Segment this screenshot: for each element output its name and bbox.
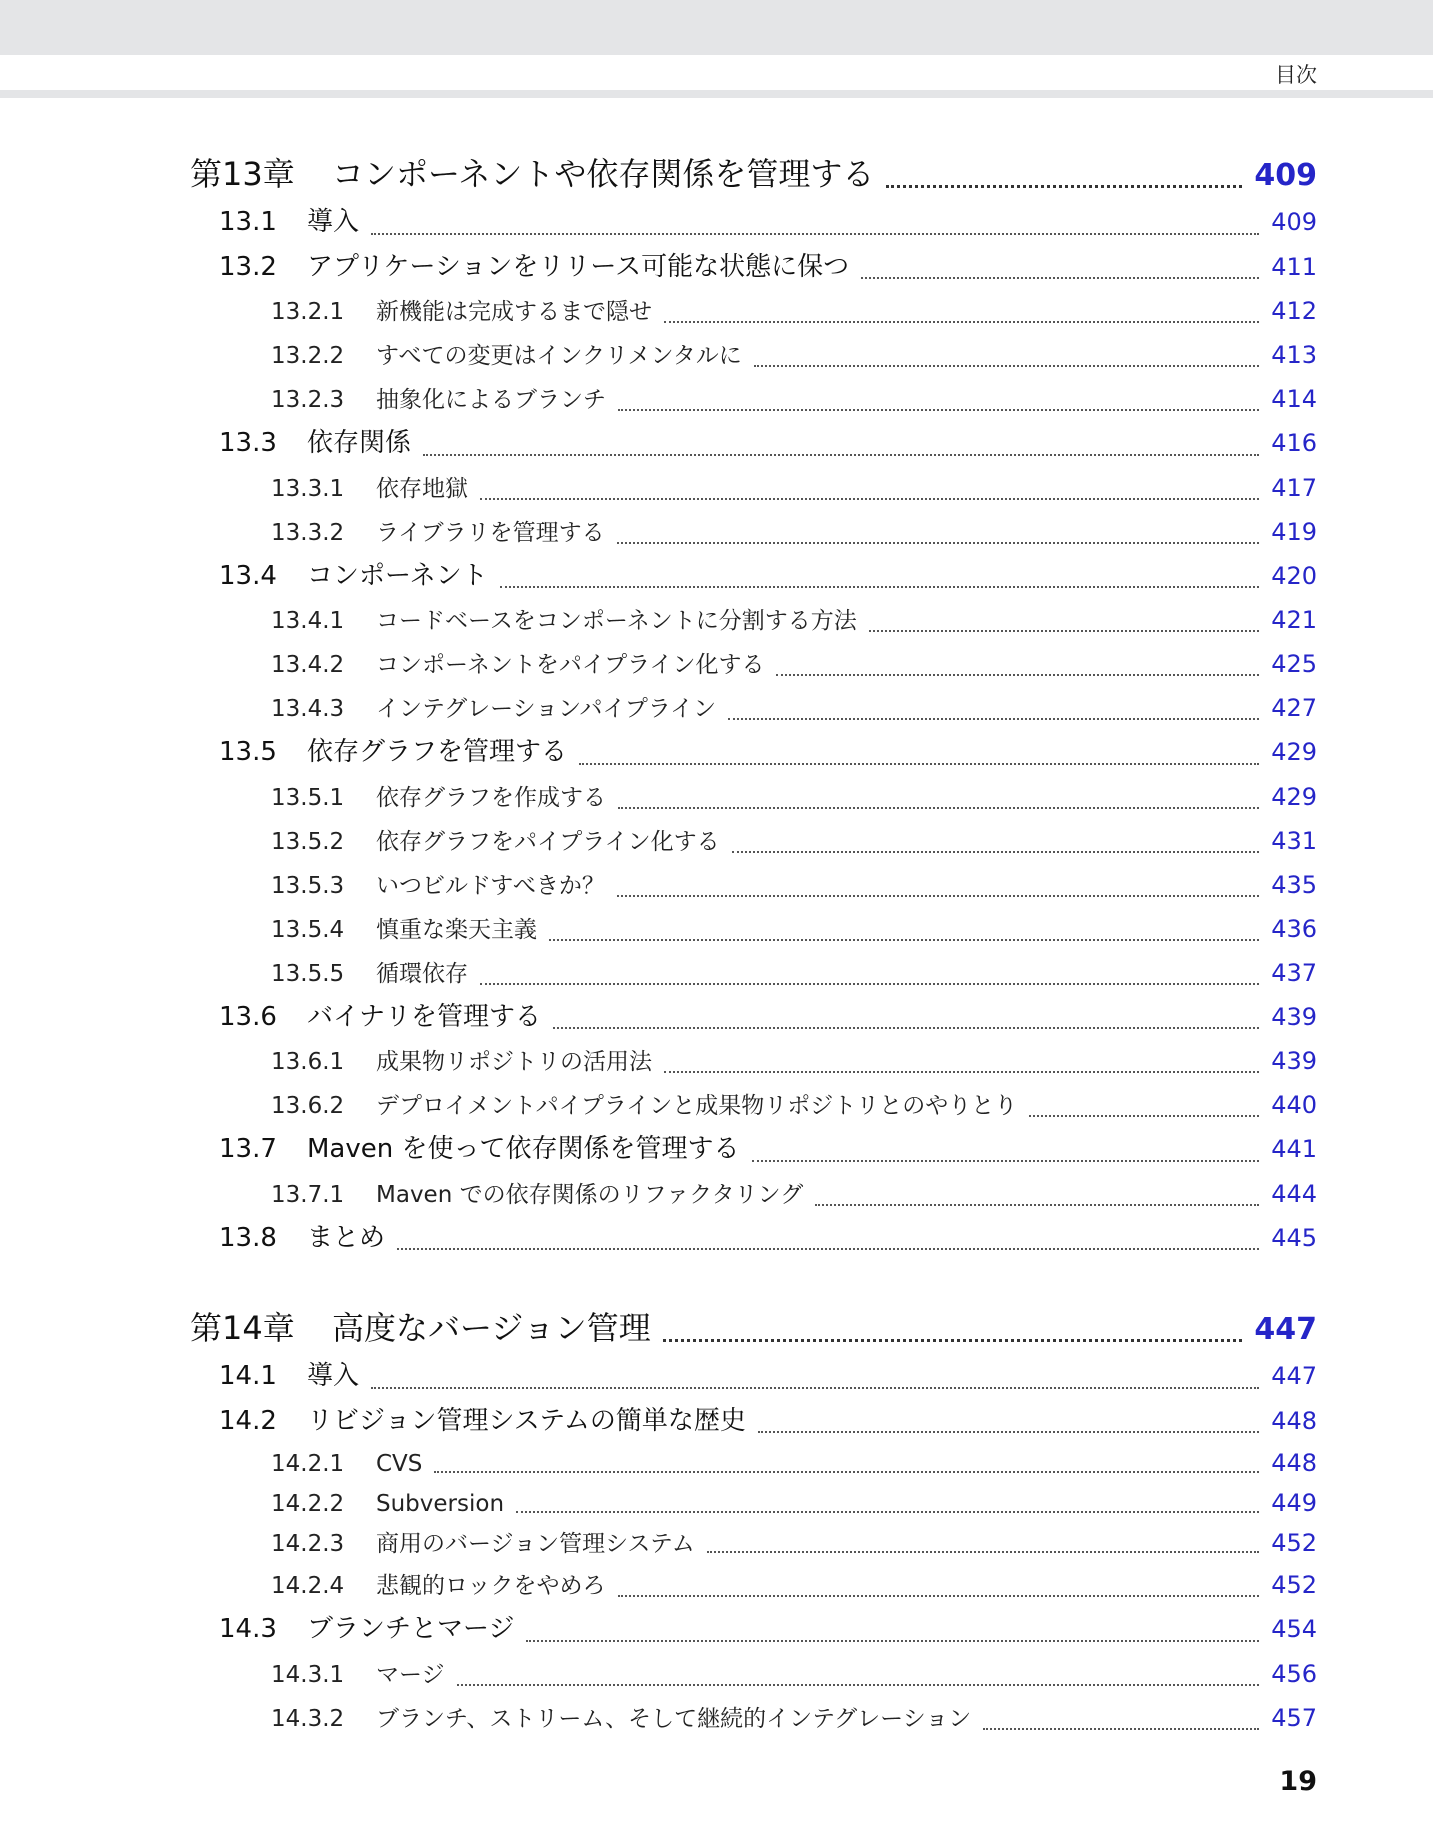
entry-page-link[interactable]: 413 [1271,341,1317,369]
entry-title: コードベースをコンポーネントに分割する方法 [376,608,857,634]
entry-page-link[interactable]: 431 [1271,826,1317,855]
entry-number: 13.7.1 [271,1181,345,1208]
toc-subsection[interactable] [190,1563,1317,1607]
toc-subsection[interactable] [190,377,1317,421]
dot-leader [434,1471,1259,1473]
entry-number: 14.2.3 [271,1531,345,1557]
entry-number: 13.5.5 [271,960,345,987]
dot-leader [526,1640,1259,1642]
entry-page-link[interactable]: 452 [1271,1529,1317,1557]
toc-subsection[interactable] [190,863,1317,907]
dot-leader [549,939,1259,941]
entry-page-link[interactable]: 419 [1271,517,1317,546]
entry-number: 14.3.2 [271,1705,345,1732]
entry-page-link[interactable]: 439 [1271,1002,1317,1031]
entry-page-link[interactable]: 444 [1271,1179,1317,1208]
toc-section[interactable] [190,1354,1317,1399]
entry-number: 13.2.2 [271,343,345,369]
dot-leader [480,498,1259,500]
entry-page-link[interactable]: 412 [1271,297,1317,325]
entry-number: 14.1 [219,1361,277,1391]
entry-page-link[interactable]: 429 [1271,782,1317,811]
dot-leader [983,1728,1259,1730]
entry-title: リビジョン管理システムの簡単な歴史 [307,1405,746,1436]
entry-page-link[interactable]: 447 [1254,1312,1317,1347]
dot-leader [457,1684,1260,1686]
dot-leader [728,718,1259,720]
toc-section[interactable] [190,421,1317,466]
dot-leader [423,454,1259,456]
toc-subsection[interactable] [190,907,1317,951]
entry-title: ブランチとマージ [307,1614,515,1644]
entry-title: マージ [376,1661,445,1688]
entry-number: 13.8 [219,1222,277,1253]
dot-leader [861,277,1259,279]
entry-number: 13.5 [219,737,277,767]
entry-page-link[interactable]: 445 [1271,1223,1317,1252]
toc-subsection[interactable] [190,951,1317,995]
toc-subsection[interactable] [190,1483,1317,1523]
toc-subsection[interactable] [190,1083,1317,1127]
entry-number: 14.2.4 [271,1573,345,1599]
entry-page-link[interactable]: 421 [1271,606,1317,634]
entry-title: CVS [376,1451,423,1477]
entry-title: 導入 [307,207,360,237]
dot-leader [516,1511,1259,1513]
entry-title: いつビルドすべきか？ [376,872,605,899]
entry-page-link[interactable]: 414 [1271,385,1317,413]
entry-title: Maven での依存関係のリファクタリング [376,1181,804,1208]
entry-number: 13.6.2 [271,1093,345,1119]
entry-number: 14.3 [219,1614,277,1644]
entry-page-link[interactable]: 454 [1271,1615,1317,1643]
entry-page-link[interactable]: 439 [1271,1047,1317,1075]
entry-number: 14.3.1 [271,1661,345,1688]
entry-page-link[interactable]: 429 [1271,738,1317,766]
dot-leader [664,321,1259,323]
toc-section[interactable] [190,995,1317,1040]
entry-number: 13.2 [219,251,277,282]
entry-title: 依存グラフをパイプライン化する [376,828,720,855]
toc-subsection[interactable] [190,1652,1317,1696]
entry-page-link[interactable]: 417 [1271,473,1317,502]
toc-section[interactable] [190,200,1317,245]
entry-page-link[interactable]: 436 [1271,914,1317,943]
entry-number: 13.4 [219,560,277,591]
entry-number: 13.3 [219,428,277,458]
running-head: 目次 [1275,63,1317,87]
toc-section[interactable] [190,1607,1317,1652]
toc-subsection[interactable] [190,333,1317,377]
chapter-gap [190,1260,1317,1302]
dot-leader [707,1551,1259,1553]
entry-title: 新機能は完成するまで隠せ [376,299,652,325]
toc-section[interactable] [190,554,1317,599]
dot-leader [500,586,1259,588]
dot-leader [1029,1115,1259,1117]
toc-chapter[interactable] [190,1302,1317,1354]
entry-page-link[interactable]: 425 [1271,650,1317,678]
entry-title: 高度なバージョン管理 [332,1309,651,1347]
entry-title: 悲観的ロックをやめろ [376,1573,606,1599]
header-band [0,0,1433,55]
entry-number: 13.4.1 [271,608,345,634]
dot-leader [886,185,1242,188]
entry-page-link[interactable]: 416 [1271,429,1317,457]
entry-title: 依存グラフを作成する [376,784,606,811]
dot-leader [480,983,1259,985]
dot-leader [663,1339,1243,1342]
entry-number: 13.5.3 [271,872,345,899]
toc-section[interactable] [190,1127,1317,1172]
toc-subsection[interactable] [190,1039,1317,1083]
entry-title: Subversion [376,1491,505,1517]
entry-page-link[interactable]: 409 [1271,208,1317,236]
toc-subsection[interactable] [190,1443,1317,1483]
entry-page-link[interactable]: 448 [1271,1406,1317,1435]
entry-title: ライブラリを管理する [376,519,605,546]
entry-number: 13.6.1 [271,1049,345,1075]
dot-leader [397,1248,1259,1250]
entry-number: 13.5.4 [271,916,345,943]
toc-subsection[interactable] [190,510,1317,554]
entry-title: 慎重な楽天主義 [376,916,537,943]
entry-page-link[interactable]: 448 [1271,1449,1317,1477]
entry-title: ブランチ、ストリーム、そして継続的インテグレーション [376,1705,972,1732]
entry-title: 依存関係 [307,428,412,458]
entry-title: Maven を使って依存関係を管理する [307,1134,740,1164]
entry-title: コンポーネントや依存関係を管理する [332,155,875,193]
toc-section[interactable] [190,1216,1317,1261]
entry-number: 第14章 [190,1309,295,1347]
entry-page-link[interactable]: 435 [1271,870,1317,899]
page-number: 19 [1279,1766,1317,1797]
dot-leader [617,895,1259,897]
toc-chapter[interactable] [190,148,1317,200]
entry-number: 13.2.1 [271,299,345,325]
entry-page-link[interactable]: 447 [1271,1362,1317,1390]
toc-subsection[interactable] [190,819,1317,863]
dot-leader [664,1071,1259,1073]
toc-subsection[interactable] [190,1172,1317,1216]
entry-title: すべての変更はインクリメンタルに [376,343,742,369]
dot-leader [618,409,1259,411]
entry-number: 14.2 [219,1405,277,1436]
dot-leader [618,1595,1260,1597]
entry-number: 13.2.3 [271,387,345,413]
entry-number: 13.5.1 [271,784,345,811]
entry-page-link[interactable]: 420 [1271,561,1317,590]
toc-subsection[interactable] [190,1696,1317,1740]
toc-subsection[interactable] [190,289,1317,333]
entry-number: 13.3.2 [271,519,345,546]
dot-leader [618,807,1259,809]
entry-page-link[interactable]: 440 [1271,1091,1317,1119]
entry-number: 13.4.3 [271,696,345,722]
entry-page-link[interactable]: 452 [1271,1571,1317,1599]
entry-number: 13.3.1 [271,475,345,502]
entry-title: アプリケーションをリリース可能な状態に保つ [307,251,850,282]
dot-leader [371,233,1259,235]
entry-title: 依存グラフを管理する [307,737,568,767]
entry-title: コンポーネント [307,560,488,591]
entry-title: 抽象化によるブランチ [376,387,606,413]
entry-number: 13.7 [219,1134,277,1164]
table-of-contents [190,148,1317,1740]
dot-leader [869,630,1259,632]
dot-leader [752,1160,1260,1162]
toc-subsection[interactable] [190,686,1317,730]
dot-leader [579,763,1259,765]
entry-title: インテグレーションパイプライン [376,696,717,722]
entry-page-link[interactable]: 457 [1271,1703,1317,1732]
dot-leader [617,542,1260,544]
entry-page-link[interactable]: 427 [1271,694,1317,722]
entry-title: デプロイメントパイプラインと成果物リポジトリとのやりとり [376,1093,1018,1119]
dot-leader [758,1431,1259,1433]
entry-page-link[interactable]: 456 [1271,1659,1317,1688]
dot-leader [815,1204,1259,1206]
toc-subsection[interactable] [190,466,1317,510]
dot-leader [553,1027,1259,1029]
dot-leader [371,1387,1259,1389]
entry-number: 第13章 [190,155,295,193]
dot-leader [754,365,1259,367]
toc-subsection[interactable] [190,775,1317,819]
entry-title: コンポーネントをパイプライン化する [376,652,765,678]
entry-title: バイナリを管理する [307,1001,542,1032]
entry-title: 導入 [307,1361,360,1391]
toc-section[interactable] [190,245,1317,290]
toc-section[interactable] [190,1399,1317,1444]
entry-title: 商用のバージョン管理システム [376,1531,695,1557]
entry-page-link[interactable]: 409 [1254,158,1317,193]
entry-title: まとめ [307,1222,386,1253]
dot-leader [776,674,1259,676]
entry-title: 依存地獄 [376,475,468,502]
entry-page-link[interactable]: 441 [1271,1135,1317,1163]
entry-number: 14.2.1 [271,1451,345,1477]
entry-number: 13.5.2 [271,828,345,855]
entry-title: 成果物リポジトリの活用法 [376,1049,652,1075]
toc-subsection[interactable] [190,598,1317,642]
toc-subsection[interactable] [190,1523,1317,1563]
entry-title: 循環依存 [376,960,468,987]
entry-page-link[interactable]: 449 [1271,1489,1317,1517]
entry-number: 14.2.2 [271,1491,345,1517]
entry-page-link[interactable]: 411 [1271,252,1317,281]
entry-number: 13.4.2 [271,652,345,678]
entry-page-link[interactable]: 437 [1271,958,1317,987]
toc-section[interactable] [190,730,1317,775]
dot-leader [732,851,1260,853]
entry-number: 13.6 [219,1001,277,1032]
header-rule [0,90,1433,98]
entry-number: 13.1 [219,207,277,237]
toc-subsection[interactable] [190,642,1317,686]
